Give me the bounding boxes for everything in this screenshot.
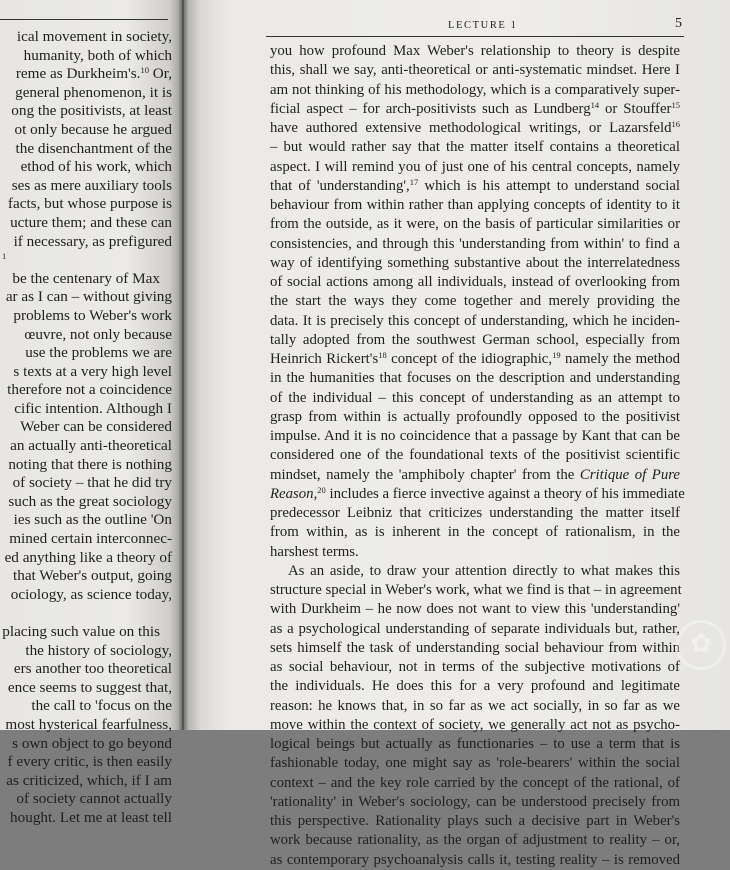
text-line: consistencies, and through this 'understanding from within' to find a — [270, 235, 680, 252]
text-line: data. It is precisely this concept of understanding, which he inciden- — [270, 312, 680, 329]
text-line: move within the context of society, we generally act not as psycho- — [270, 716, 680, 733]
text-line — [0, 65, 182, 84]
text-line: as social behaviour, not in terms of the subjective motivations of — [270, 659, 680, 675]
text-line: of social actions among all individuals, instead of overlooking from — [270, 274, 680, 290]
text-line: sets himself the task of understanding social behaviour from within — [270, 639, 680, 656]
text-line: mined certain interconnec- — [9, 530, 172, 548]
page-number: 5 — [675, 16, 682, 31]
text-fragment: Or, — [152, 65, 172, 83]
text-line: ociology, as science today, — [10, 585, 172, 603]
text-line: ong the positivists, at least — [11, 102, 172, 120]
footnote-ref: 16 — [671, 119, 680, 129]
text-line — [270, 484, 685, 504]
text-line — [270, 350, 680, 369]
text-line: the start the ways they come together and merely providing the — [270, 293, 680, 310]
footnote-ref: 19 — [552, 350, 561, 360]
text-line: œuvre, not only because — [24, 325, 172, 343]
text-line: predecessor Leibniz that criticizes understanding the matter itself — [270, 505, 680, 521]
text-line: cific intention. Although I — [14, 399, 172, 417]
left-page — [0, 0, 182, 826]
text-line: humanity, both of which — [23, 46, 172, 64]
text-line: of the individual – this concept of understanding as an attempt to — [270, 389, 680, 406]
text-line: noting that there is nothing — [8, 455, 172, 473]
text-line: As an aside, to draw your attention directly to what makes this — [288, 562, 680, 579]
footnote-ref: 17 — [409, 176, 419, 187]
text-line: use the problems we are — [25, 344, 172, 362]
text-line — [270, 100, 680, 119]
text-line — [270, 466, 680, 485]
footnote-ref: 15 — [671, 99, 680, 110]
text-line: fashionable today, one might say as 'role-bearers' within the social — [270, 755, 680, 772]
text-line: logical beings but actually as functionaries – to use a term that is — [270, 736, 680, 752]
text-line: an actually anti-theoretical — [10, 437, 172, 455]
text-line — [0, 251, 182, 270]
text-fragment: reme as Durkheim's. — [15, 65, 141, 83]
body-text — [270, 42, 685, 870]
footnote-ref: 10 — [140, 65, 149, 76]
text-line — [270, 119, 680, 138]
text-line: ar as I can – without giving — [5, 288, 172, 306]
text-fragment: includes a fierce invective against a theory of his immediate — [325, 485, 685, 502]
text-line: as a psychological understanding of separate individuals but, rather, — [270, 620, 680, 637]
text-line: ethod of his work, which — [20, 158, 172, 176]
text-line: ical movement in society, — [16, 28, 172, 45]
text-line: the disenchantment of the — [15, 139, 172, 157]
text-line: considered one of the foundational texts of the positivist scientific — [270, 447, 680, 464]
text-line: therefore not a coincidence — [7, 381, 172, 399]
footnote-ref: 20 — [317, 484, 326, 495]
text-line: aspect. I will remind you of just one of his central concepts, namely — [270, 158, 680, 175]
footnote-ref: 1 — [2, 251, 7, 262]
text-line: ers another too theoretical — [13, 660, 172, 678]
text-line: structure special in Weber's work, what we find is that – in agreement — [270, 582, 682, 598]
text-line: the individuals. He does this for a very profound and legitimate — [270, 678, 680, 695]
text-line: with Durkheim – he now does not want to view this 'understanding' — [270, 601, 680, 618]
text-line: ence seems to suggest that, — [7, 678, 172, 696]
text-line: ses as mere auxiliary tools — [11, 176, 172, 194]
left-header-rule — [0, 19, 168, 20]
text-line: reason: he knows that, in so far as we act socially, in so far as we — [270, 697, 680, 714]
text-line: in the humanities that focuses on the description and understanding — [270, 370, 680, 387]
text-line: the call to 'focus on the — [31, 697, 172, 715]
text-line: be the centenary of Max — [12, 269, 160, 287]
text-line: tally adopted from the southwest German school, especially from — [270, 331, 680, 348]
book-gutter-shadow — [178, 0, 188, 730]
text-line: context – and the key role carried by the concept of the rational, of — [270, 774, 680, 791]
footnote-ref: 18 — [378, 350, 387, 360]
text-fragment: have authored extensive methodological writings, or Lazarsfeld — [270, 120, 672, 136]
text-line: way of identifying something substantive about the interrelatedness — [270, 254, 680, 271]
text-line: impulse. And it is no coincidence that a passage by Kant that can be — [270, 428, 680, 444]
text-line: work because rationality, as the organ of adjustment to reality – or, — [270, 832, 680, 849]
text-line: s own object to go beyond — [12, 734, 172, 752]
text-fragment: concept of the idiographic, — [386, 351, 553, 367]
text-line: grasp from within is actually profoundly opposed to the positivist — [270, 408, 680, 425]
text-line: most hysterical fearfulness, — [5, 715, 172, 733]
text-line: problems to Weber's work — [13, 306, 172, 324]
text-line: you how profound Max Weber's relationship to theory is despite — [270, 43, 680, 59]
text-line: behaviour from within rather than applying concepts of identity to it — [270, 197, 680, 213]
running-head-title: LECTURE 1 — [448, 20, 518, 31]
text-line: 'rationality' in Weber's sociology, can be understood precisely from — [270, 793, 680, 810]
running-header — [266, 14, 684, 37]
text-fragment: which is his attempt to understand social — [418, 177, 680, 194]
text-line: hought. Let me at least tell — [10, 808, 172, 826]
text-fragment: , — [313, 485, 318, 502]
watermark-icon: ✿ — [676, 620, 726, 670]
text-line: ed anything like a theory of — [4, 548, 172, 566]
text-line: such as the great sociology — [8, 492, 172, 510]
text-line: ucture them; and these can — [10, 213, 172, 231]
text-line: as contemporary psychoanalysis calls it, testing reality – is removed — [270, 851, 680, 868]
text-fragment: ficial aspect – for arch-positivists such as Lundberg — [270, 100, 591, 117]
text-line: harshest terms. — [270, 543, 359, 560]
text-line: ies such as the outline 'On — [13, 511, 172, 529]
text-line: this perspective. Rationality plays such a decisive part in Weber's — [270, 813, 680, 829]
text-line: s texts at a very high level — [13, 362, 172, 380]
text-line: Weber can be considered — [20, 418, 172, 436]
text-line: if necessary, as prefigured — [13, 232, 172, 250]
text-fragment: that of 'understanding', — [270, 177, 410, 194]
text-line: from within, as is inherent in the concept of rationalism, in the — [270, 524, 680, 541]
text-line: f every critic, is then easily — [7, 753, 172, 771]
text-line: am not thinking of his methodology, which is a comparatively super- — [270, 81, 680, 98]
text-line: facts, but whose purpose is — [7, 195, 172, 213]
text-line: of society cannot actually — [16, 790, 172, 808]
text-line: placing such value on this — [2, 623, 160, 640]
text-line: of society – that he did try — [12, 474, 172, 492]
text-line: from the outside, as it were, on the basis of particular similarities or — [270, 216, 680, 233]
text-line — [270, 177, 680, 196]
text-fragment: Heinrich Rickert's — [270, 351, 379, 367]
italic-title: Reason — [270, 485, 314, 502]
text-line: the history of sociology, — [25, 641, 172, 659]
text-line: that Weber's output, going — [13, 567, 172, 585]
right-page — [184, 0, 730, 868]
text-line: this, shall we say, anti-theoretical or anti-systematic mindset. Here I — [270, 62, 680, 79]
text-line: general phenomenon, it is — [15, 83, 172, 101]
paragraph-gap — [0, 604, 182, 623]
text-line: ot only because he argued — [14, 120, 172, 138]
footnote-ref: 14 — [590, 99, 600, 110]
text-fragment: or Stouffer — [599, 100, 672, 117]
text-line: as criticized, which, if I am — [6, 771, 172, 789]
text-fragment: namely the method — [560, 351, 680, 367]
italic-title: Critique of Pure — [579, 466, 680, 483]
text-fragment: mindset, namely the 'amphiboly chapter' from the — [270, 466, 575, 483]
left-page-text — [0, 28, 182, 828]
text-line: – but would rather say that the matter itself contains a theoretical — [270, 139, 680, 156]
